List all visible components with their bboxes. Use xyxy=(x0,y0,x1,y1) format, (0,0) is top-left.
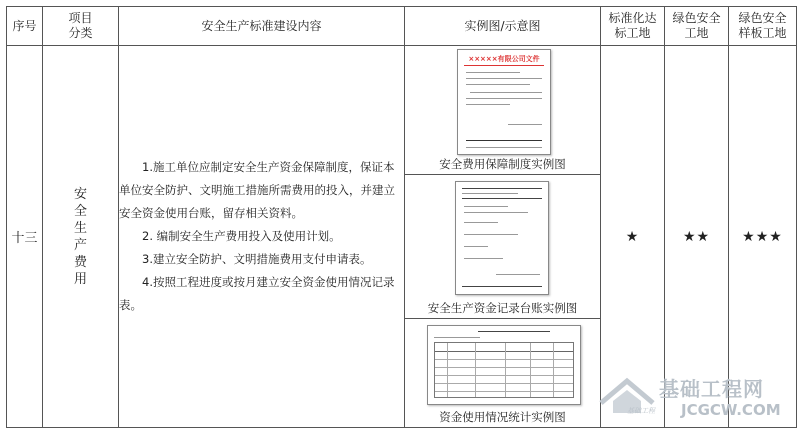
header-content: 安全生产标准建设内容 xyxy=(119,7,405,46)
header-category xyxy=(43,7,119,46)
watermark-sub: 基础工程 xyxy=(627,407,655,415)
figure-caption: 安全费用保障制度实例图 xyxy=(439,157,566,171)
row-category-text: 安全生产费用 xyxy=(73,186,87,287)
stars-standard: ★ xyxy=(601,46,665,428)
figure-fund-usage-stats xyxy=(405,319,600,427)
header-standard-text: 标准化达标工地 xyxy=(608,11,657,40)
row-content xyxy=(119,46,405,428)
content-item: 3.建立安全防护、文明措施费用支付申请表。 xyxy=(142,252,372,266)
header-standard xyxy=(601,7,665,46)
content-item: 1.施工单位应制定安全生产资金保障制度，保证本单位安全防护、文明施工措施所需费用的投入，并建立安全资金使用台账，留存相关资料。 xyxy=(119,160,395,220)
header-model-text: 绿色安全样板工地 xyxy=(738,11,787,40)
row-category xyxy=(43,46,119,428)
watermark-cn: 基础工程网 xyxy=(659,377,764,401)
policy-document-image xyxy=(457,49,551,155)
figure-fund-ledger xyxy=(405,175,600,319)
content-item: 4.按照工程进度或按月建立安全资金使用情况记录表。 xyxy=(119,275,395,312)
row-figures xyxy=(405,46,601,428)
content-item: 2. 编制安全生产费用投入及使用计划。 xyxy=(142,229,341,243)
header-no: 序号 xyxy=(7,7,43,46)
stars-model: ★★★ xyxy=(729,46,797,428)
usage-table-image xyxy=(427,325,581,405)
header-figure: 实例图/示意图 xyxy=(405,7,601,46)
header-green xyxy=(665,7,729,46)
standards-table xyxy=(6,6,797,428)
table-row xyxy=(7,46,797,428)
header-green-text: 绿色安全工地 xyxy=(672,11,721,40)
document-red-title: ×××××有限公司文件 xyxy=(468,55,540,63)
ledger-document-image xyxy=(455,181,549,295)
row-number: 十三 xyxy=(7,46,43,428)
figure-caption: 资金使用情况统计实例图 xyxy=(439,410,566,424)
figure-safety-fund-policy xyxy=(405,46,600,175)
header-category-text: 项目分类 xyxy=(68,11,93,40)
figure-caption: 安全生产资金记录台账实例图 xyxy=(427,301,578,315)
header-model xyxy=(729,7,797,46)
header-row xyxy=(7,7,797,46)
stars-green: ★★ xyxy=(665,46,729,428)
watermark xyxy=(597,373,792,425)
watermark-en: JCGCW.COM xyxy=(681,401,781,419)
